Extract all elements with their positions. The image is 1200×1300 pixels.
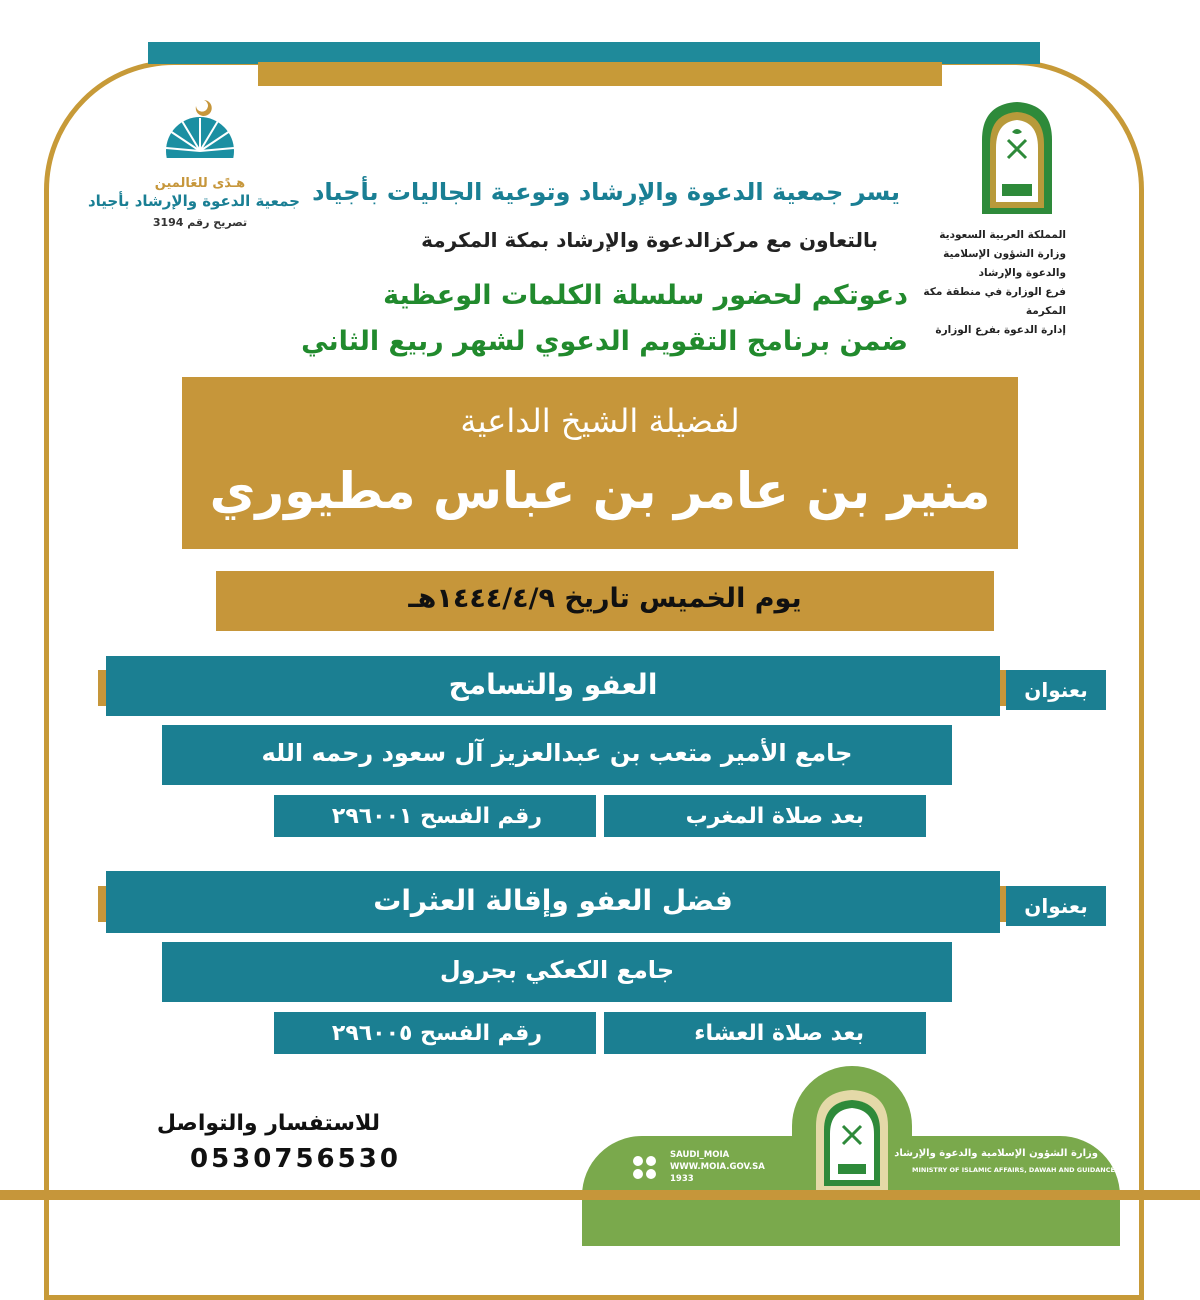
lecture-1-mosque: جامع الأمير متعب بن عبدالعزيز آل سعود رحمه الله: [261, 739, 853, 767]
header-line-1: يسر جمعية الدعوة والإرشاد وتوعية الجاليات بأجياد: [312, 178, 900, 206]
ministry-line: إدارة الدعوة بفرع الوزارة: [935, 324, 1066, 336]
license-number: تصريح رقم 3194: [152, 216, 248, 229]
ministry-lines: [920, 226, 1066, 340]
left-logo: [87, 96, 300, 236]
footer-emblem-icon: [812, 1088, 892, 1192]
lecture-2-mosque: جامع الكعكي بجرول: [439, 956, 675, 984]
contact-phone[interactable]: 0530756530: [190, 1144, 401, 1174]
lecture-1-room: رقم الفسح ٢٩٦٠٠١: [331, 804, 542, 829]
speaker-title: لفضيلة الشيخ الداعية: [460, 402, 740, 440]
lecture-2-time: بعد صلاة العشاء: [694, 1021, 864, 1046]
bottom-gold-bar: [0, 1190, 1200, 1200]
lecture-2-room: رقم الفسح ٢٩٦٠٠٥: [331, 1021, 542, 1046]
event-date: يوم الخميس تاريخ ١٤٤٤/٤/٩هـ: [408, 583, 802, 614]
speaker-name: منير بن عامر بن عباس مطيوري: [209, 462, 991, 520]
org-name: جمعية الدعوة والإرشاد بأجياد: [87, 192, 300, 210]
lecture-1-time: بعد صلاة المغرب: [685, 804, 864, 829]
top-gold-bar: [258, 62, 942, 86]
footer-website[interactable]: WWW.MOIA.GOV.SA: [670, 1162, 765, 1172]
footer-year: 1933: [670, 1174, 694, 1184]
lecture-1-title: العفو والتسامح: [448, 668, 658, 701]
ministry-line: وزارة الشؤون الإسلامية والدعوة والإرشاد: [943, 248, 1066, 279]
lecture-2-label: بعنوان: [1024, 894, 1088, 918]
footer-handle[interactable]: SAUDI_MOIA: [670, 1150, 730, 1160]
lecture-2-title: فضل العفو وإقالة العثرات: [373, 884, 733, 917]
lecture-1-label: بعنوان: [1024, 678, 1088, 702]
ministry-line: فرع الوزارة في منطقة مكة المكرمة: [923, 286, 1066, 317]
invitation-line-2: ضمن برنامج التقويم الدعوي لشهر ربيع الثاني: [301, 326, 908, 357]
footer-ministry-ar: وزارة الشؤون الإسلامية والدعوة والإرشاد: [894, 1148, 1098, 1159]
invitation-line-1: دعوتكم لحضور سلسلة الكلمات الوعظية: [383, 280, 908, 311]
ministry-emblem-icon: [978, 100, 1056, 214]
ministry-line: المملكة العربية السعودية: [939, 229, 1066, 241]
footer-ministry-en: MINISTRY OF ISLAMIC AFFAIRS, DAWAH AND GUIDANCE: [912, 1166, 1115, 1174]
social-icons: [630, 1154, 660, 1188]
contact-label: للاستفسار والتواصل: [156, 1111, 380, 1136]
brand-name: هـدًى للعَالمين: [154, 176, 246, 191]
header-line-2: بالتعاون مع مركزالدعوة والإرشاد بمكة المكرمة: [421, 228, 878, 252]
top-teal-bar: [148, 42, 1040, 64]
